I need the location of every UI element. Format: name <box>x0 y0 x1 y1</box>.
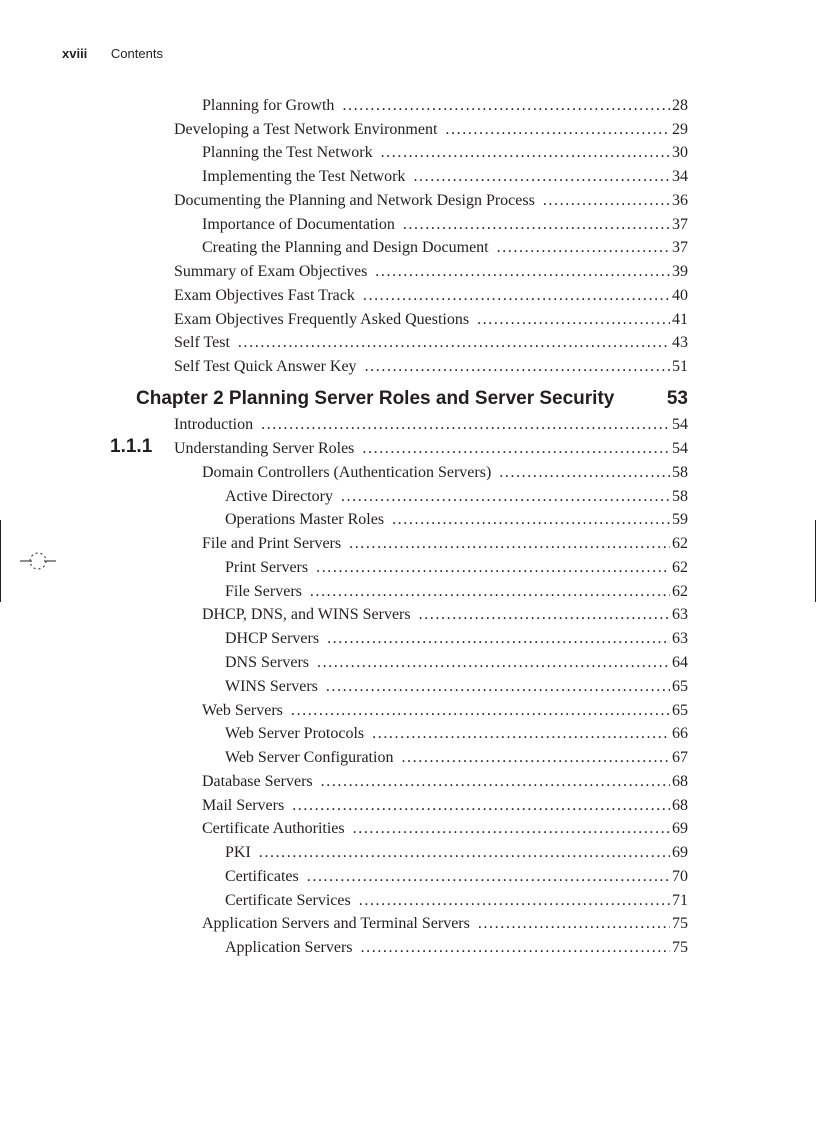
toc-entry <box>202 238 688 258</box>
dot-leader <box>381 143 670 163</box>
toc-entry-title: DHCP Servers <box>225 630 320 647</box>
toc-entry-title: Web Server Protocols <box>225 725 365 742</box>
toc-entry-page: 28 <box>672 97 688 114</box>
header-page-number: xviii <box>62 46 88 61</box>
toc-entry-title: Understanding Server Roles <box>174 440 355 457</box>
dot-leader <box>291 701 670 721</box>
toc-entry-title: Exam Objectives Fast Track <box>174 287 355 304</box>
dot-leader <box>543 191 670 211</box>
dot-leader <box>261 415 670 435</box>
dot-leader <box>259 843 670 863</box>
toc-entry-title: Self Test Quick Answer Key <box>174 358 357 375</box>
toc-entry-title: Operations Master Roles <box>225 511 385 528</box>
toc-entry <box>225 724 688 744</box>
toc-entry <box>202 605 688 625</box>
toc-entry <box>225 867 688 887</box>
toc-entry <box>225 510 688 530</box>
registration-mark-icon <box>20 546 56 576</box>
dot-leader <box>359 891 670 911</box>
toc-entry-title: Print Servers <box>225 559 309 576</box>
dot-leader <box>403 215 670 235</box>
dot-leader <box>401 748 670 768</box>
toc-entry-page: 68 <box>672 773 688 790</box>
toc-entry <box>174 286 688 306</box>
dot-leader <box>362 439 670 459</box>
chapter-title: Chapter 2 Planning Server Roles and Server Security <box>136 388 615 409</box>
toc-entry <box>225 558 688 578</box>
toc-entry-page: 63 <box>672 630 688 647</box>
toc-entry <box>202 143 688 163</box>
dot-leader <box>392 510 670 530</box>
toc-entry-page: 41 <box>672 311 688 328</box>
toc-entry-page: 36 <box>672 192 688 209</box>
toc-entry-page: 62 <box>672 559 688 576</box>
toc-entry-page: 65 <box>672 702 688 719</box>
toc-entry <box>202 534 688 554</box>
toc-entry-title: Introduction <box>174 416 254 433</box>
toc-entry-page: 62 <box>672 583 688 600</box>
toc-entry <box>225 487 688 507</box>
toc-entry <box>202 796 688 816</box>
toc-entry <box>202 772 688 792</box>
toc-entry-page: 66 <box>672 725 688 742</box>
toc-entry-page: 34 <box>672 168 688 185</box>
toc-entry <box>202 463 688 483</box>
dot-leader <box>321 772 670 792</box>
running-header <box>62 46 163 61</box>
toc-entry <box>202 701 688 721</box>
toc-entry-title: Web Servers <box>202 702 283 719</box>
toc-entry-title: PKI <box>225 844 251 861</box>
toc-entry-title: Certificate Authorities <box>202 820 345 837</box>
toc-entry-page: 69 <box>672 844 688 861</box>
toc-entry <box>225 629 688 649</box>
toc-entry <box>174 262 688 282</box>
header-section-title: Contents <box>110 46 163 61</box>
chapter-page: 53 <box>666 388 688 409</box>
toc-entry-page: 54 <box>672 416 688 433</box>
toc-entry-page: 71 <box>672 892 688 909</box>
toc-entry-page: 68 <box>672 797 688 814</box>
dot-leader <box>365 357 670 377</box>
toc-entry <box>225 938 688 958</box>
dot-leader <box>326 677 670 697</box>
dot-leader <box>497 238 670 258</box>
toc-entry-title: Implementing the Test Network <box>202 168 406 185</box>
dot-leader <box>413 167 670 187</box>
toc-entry <box>174 357 688 377</box>
toc-entry-title: Exam Objectives Frequently Asked Questions <box>174 311 470 328</box>
dot-leader <box>349 534 670 554</box>
toc-entry-page: 54 <box>672 440 688 457</box>
dot-leader <box>499 463 670 483</box>
toc-entry-page: 62 <box>672 535 688 552</box>
toc-entry-title: Database Servers <box>202 773 313 790</box>
toc-entry-title: Documenting the Planning and Network Design Process <box>174 192 535 209</box>
toc-entry-page: 37 <box>672 216 688 233</box>
dot-leader <box>342 96 670 116</box>
dot-leader <box>316 558 670 578</box>
dot-leader <box>310 582 670 602</box>
toc-entry <box>174 415 688 435</box>
toc-entry-page: 30 <box>672 144 688 161</box>
toc-entry-page: 29 <box>672 121 688 138</box>
toc-entry-title: Application Servers <box>225 939 353 956</box>
toc-entry-title: Certificate Services <box>225 892 351 909</box>
dot-leader <box>327 629 670 649</box>
toc-entry-page: 58 <box>672 488 688 505</box>
dot-leader <box>292 796 670 816</box>
toc-entry-page: 65 <box>672 678 688 695</box>
toc-entry-title: Importance of Documentation <box>202 216 395 233</box>
toc-entry <box>202 96 688 116</box>
dot-leader <box>372 724 670 744</box>
toc-entry-title: Certificates <box>225 868 299 885</box>
toc-entry-page: 39 <box>672 263 688 280</box>
dot-leader <box>375 262 670 282</box>
toc-entry-title: File and Print Servers <box>202 535 342 552</box>
dot-leader <box>307 867 670 887</box>
toc-entry <box>225 891 688 911</box>
toc-entry-title: Planning the Test Network <box>202 144 373 161</box>
toc-entry-page: 43 <box>672 334 688 351</box>
toc-entry <box>225 653 688 673</box>
chapter-heading <box>136 388 688 410</box>
toc-entry-page: 70 <box>672 868 688 885</box>
toc-entry <box>202 819 688 839</box>
toc-entry-page: 63 <box>672 606 688 623</box>
toc-entry-title: Mail Servers <box>202 797 285 814</box>
toc-entry-page: 67 <box>672 749 688 766</box>
toc-entry <box>202 215 688 235</box>
toc-entry <box>174 439 688 459</box>
toc-entry-title: Self Test <box>174 334 230 351</box>
toc-entry-page: 64 <box>672 654 688 671</box>
toc-entry-page: 40 <box>672 287 688 304</box>
toc-entry <box>174 310 688 330</box>
dot-leader <box>419 605 670 625</box>
dot-leader <box>317 653 670 673</box>
toc-entry <box>174 120 688 140</box>
exam-objective-marker: 1.1.1 <box>110 436 153 457</box>
dot-leader <box>238 333 670 353</box>
toc-entry-title: Application Servers and Terminal Servers <box>202 915 470 932</box>
toc-entry <box>174 191 688 211</box>
crop-mark-left <box>0 520 1 602</box>
toc-entry-title: WINS Servers <box>225 678 318 695</box>
toc-entry <box>225 677 688 697</box>
toc-entry-page: 69 <box>672 820 688 837</box>
toc-entry-title: Planning for Growth <box>202 97 335 114</box>
toc-entry <box>202 167 688 187</box>
toc-entry-page: 59 <box>672 511 688 528</box>
dot-leader <box>341 487 670 507</box>
toc-entry-page: 37 <box>672 239 688 256</box>
dot-leader <box>363 286 670 306</box>
toc-entry-title: Developing a Test Network Environment <box>174 121 438 138</box>
toc-entry-page: 58 <box>672 464 688 481</box>
toc-entry <box>202 914 688 934</box>
toc-entry-title: DHCP, DNS, and WINS Servers <box>202 606 411 623</box>
toc-entry-title: Creating the Planning and Design Document <box>202 239 489 256</box>
dot-leader <box>361 938 670 958</box>
dot-leader <box>478 914 670 934</box>
toc-entry <box>174 333 688 353</box>
toc-entry-title: Web Server Configuration <box>225 749 394 766</box>
dot-leader <box>445 120 670 140</box>
toc-entry-title: Summary of Exam Objectives <box>174 263 368 280</box>
toc-entry-page: 75 <box>672 939 688 956</box>
toc-entry-title: Active Directory <box>225 488 333 505</box>
toc-entry-title: File Servers <box>225 583 302 600</box>
toc-entry-title: Domain Controllers (Authentication Servers) <box>202 464 492 481</box>
dot-leader <box>353 819 670 839</box>
toc-entry <box>225 843 688 863</box>
toc-entry <box>225 748 688 768</box>
toc-entry-page: 51 <box>672 358 688 375</box>
toc-entry-title: DNS Servers <box>225 654 309 671</box>
toc-entry <box>225 582 688 602</box>
toc-entry-page: 75 <box>672 915 688 932</box>
dot-leader <box>477 310 670 330</box>
